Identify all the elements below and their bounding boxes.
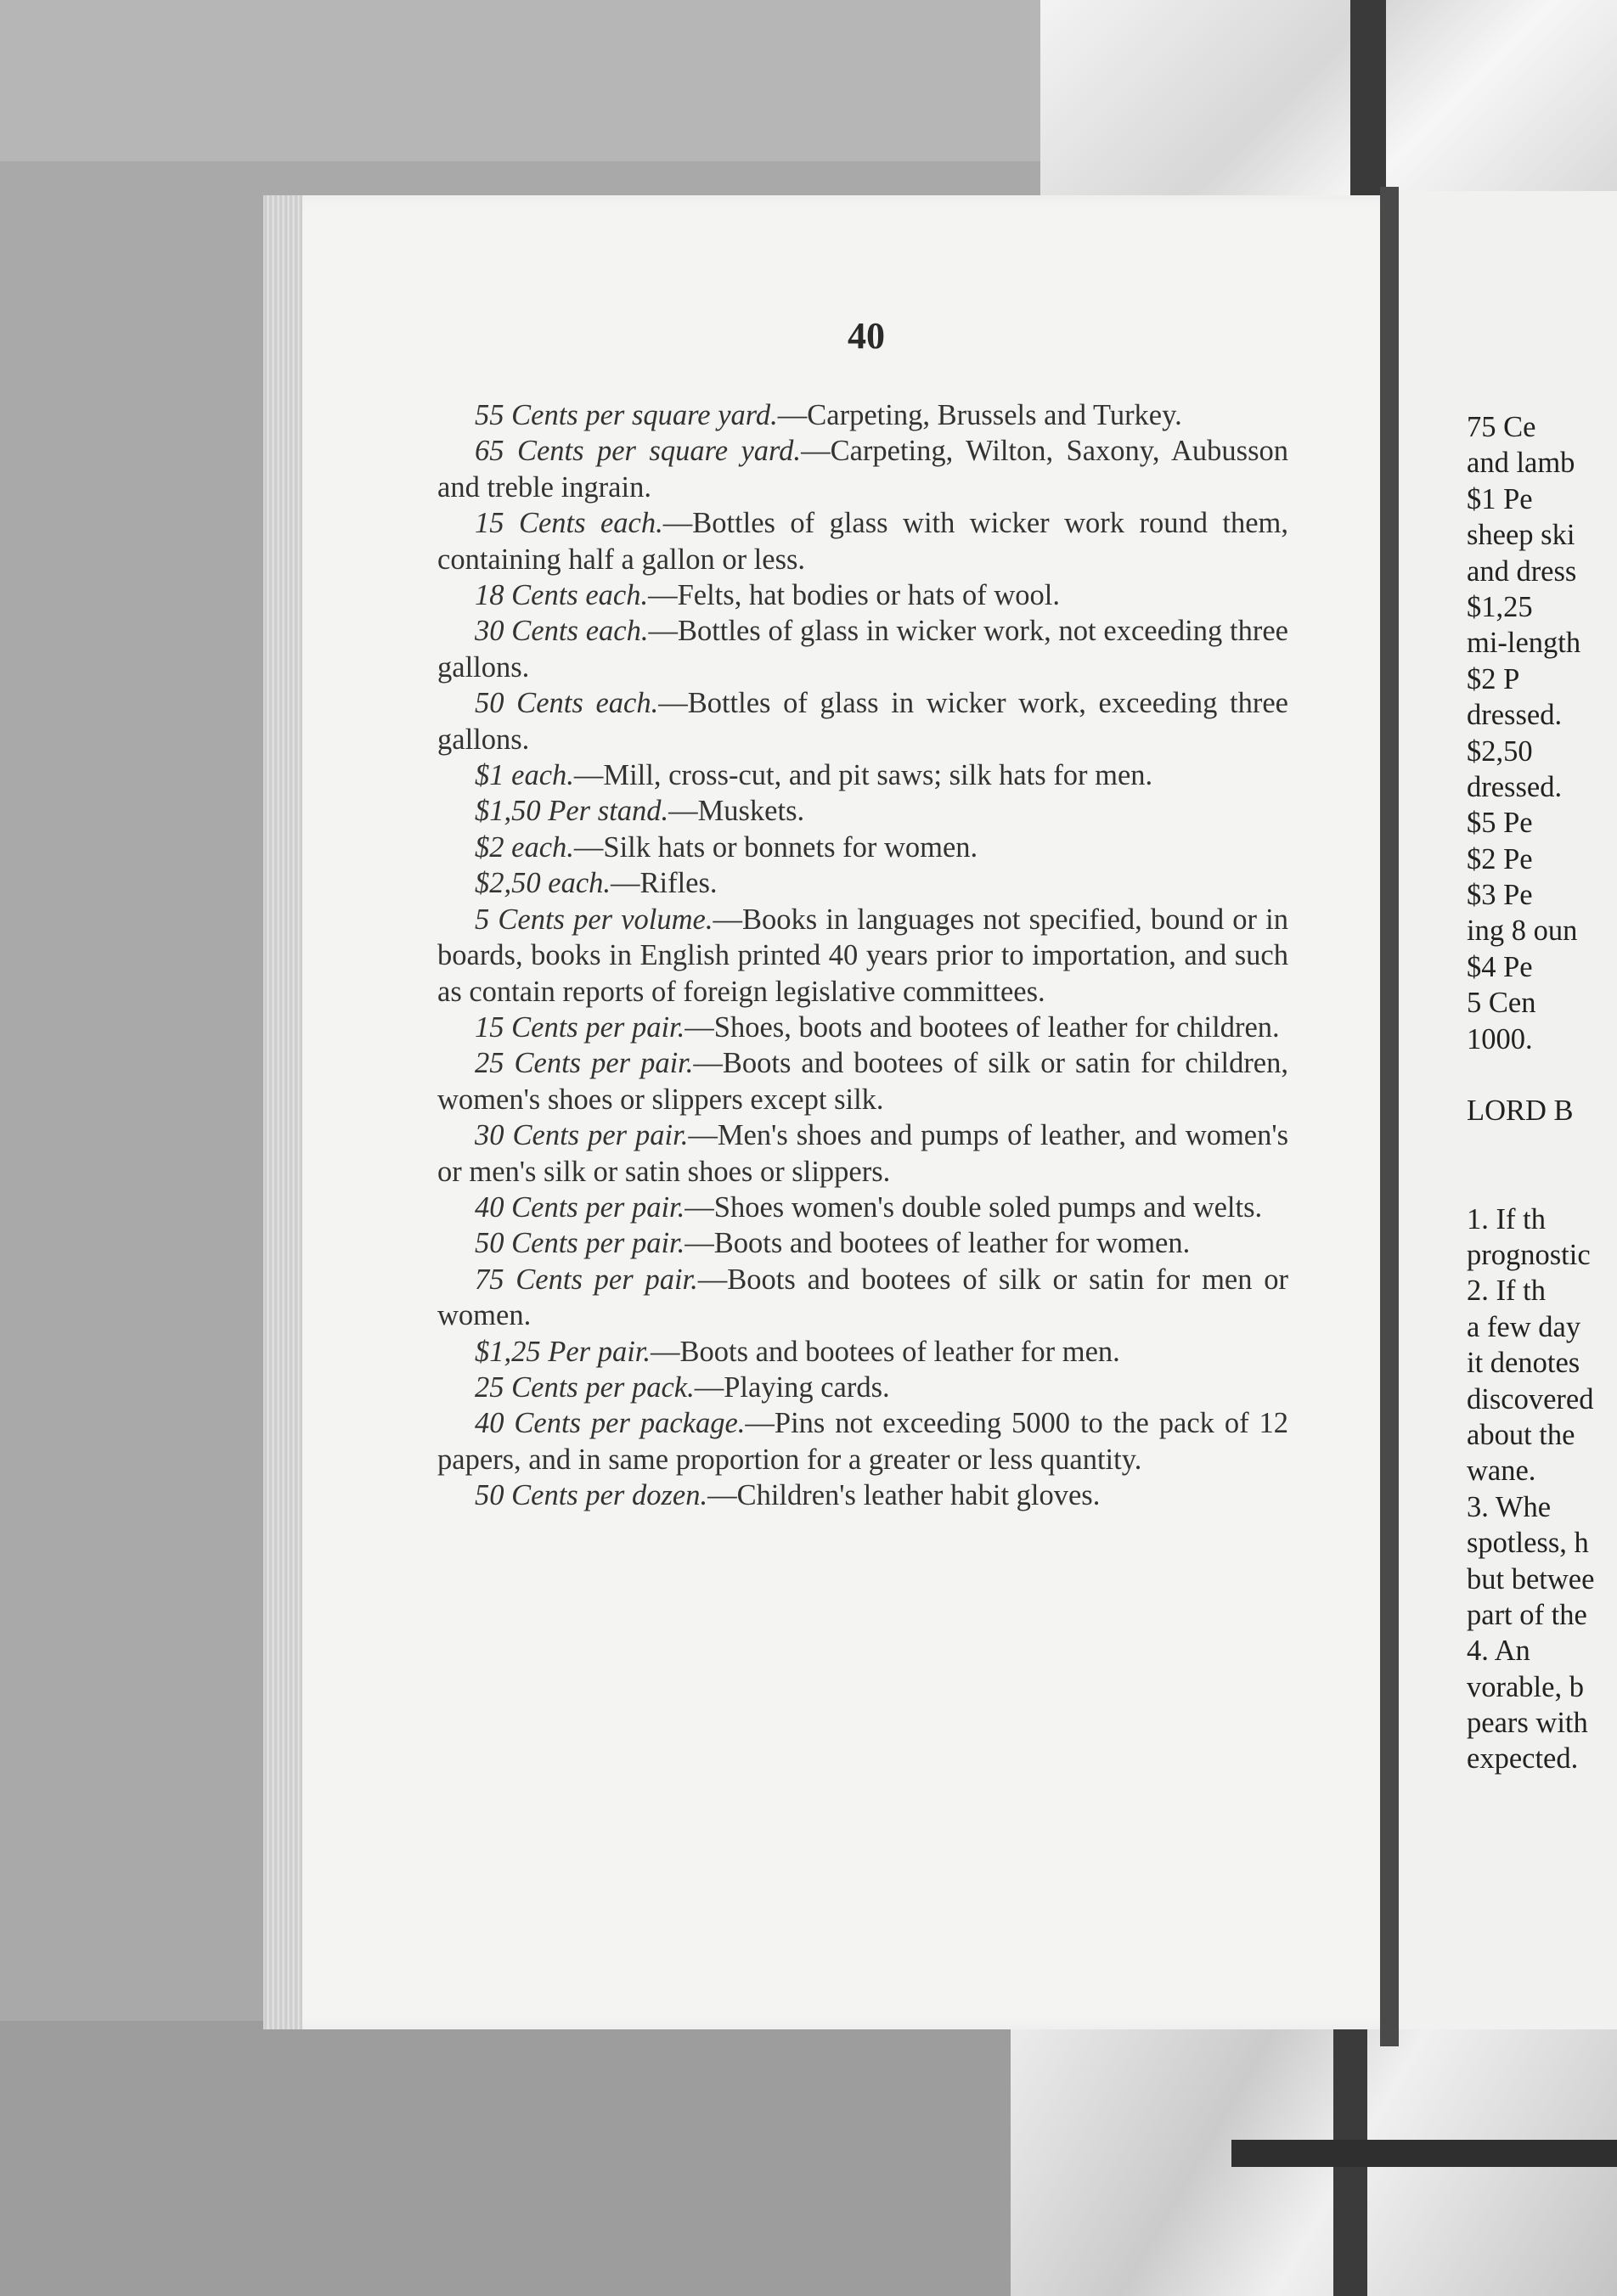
right-page-line: wane. [1467,1455,1536,1488]
tariff-entry [437,613,1288,685]
entry-items: —Rifles. [611,867,718,900]
entry-items: —Men's shoes and pumps of leather, and women's or men's silk or satin shoes or slippers. [437,1119,1288,1188]
entry-items: —Mill, cross-cut, and pit saws; silk hats for men. [573,759,1153,792]
right-page-line: and dress [1467,554,1577,588]
right-page-line [1467,1057,1617,1093]
entry-items: —Shoes women's double soled pumps and welts. [685,1190,1263,1224]
right-page-line: discovered [1467,1382,1594,1415]
right-page-line: 5 Cen [1467,987,1536,1020]
entry-rate: 25 Cents per pair. [475,1047,694,1080]
entry-rate: $2 each. [475,830,574,864]
entry-items: —Muskets. [668,795,805,828]
tariff-entry [437,757,1288,793]
entry-items: —Boots and bootees of silk or satin for children, women's shoes or slippers except silk. [437,1047,1288,1116]
right-page-line [1467,1129,1617,1165]
left-page-text [437,397,1288,1514]
tariff-entry [437,505,1288,577]
entry-items: —Carpeting, Wilton, Saxony, Aubusson and treble ingrain. [437,435,1288,504]
entry-rate: 40 Cents per package. [475,1407,746,1440]
tariff-entry [437,793,1288,829]
entry-rate: 15 Cents per pair. [475,1010,685,1044]
entry-rate: 75 Cents per pair. [475,1263,698,1296]
tariff-entry [437,1117,1288,1190]
book-gutter [1380,187,1399,2046]
entry-rate: 18 Cents each. [475,579,649,612]
right-page-line: vorable, b [1467,1670,1584,1703]
tariff-entry [437,1262,1288,1334]
tariff-entry [437,1045,1288,1117]
right-page-line: mi-length [1467,627,1581,660]
right-page-line: a few day [1467,1310,1581,1343]
page-edges [263,195,302,2029]
right-page-line: $2 Pe [1467,842,1533,875]
entry-rate: 40 Cents per pair. [475,1190,685,1224]
entry-rate: $1 each. [475,759,574,792]
entry-rate: $2,50 each. [475,867,611,900]
right-page-line: 1000. [1467,1022,1533,1055]
tariff-entry [437,1225,1288,1261]
right-page-line: 2. If th [1467,1275,1546,1308]
entry-items: —Children's leather habit gloves. [707,1479,1101,1512]
entry-rate: 30 Cents per pair. [475,1119,689,1152]
right-page-text [1467,409,1617,1777]
entry-items: —Bottles of glass in wicker work, not exceeding three gallons. [437,615,1288,684]
tariff-entry [437,902,1288,1010]
entry-items: —Shoes, boots and bootees of leather for children. [685,1010,1280,1044]
entry-rate: 50 Cents each. [475,687,659,720]
entry-items: —Books in languages not specified, bound or in boards, books in English printed 40 years prior to importation, and such as contain reports of foreign legislative committees. [437,903,1289,1008]
entry-items: —Felts, hat bodies or hats of wool. [648,579,1060,612]
right-page-line: dressed. [1467,699,1563,732]
right-page-line: $1,25 [1467,590,1533,623]
tariff-entry [437,1370,1288,1405]
right-page-line: ing 8 oun [1467,914,1578,948]
tariff-entry [437,830,1288,865]
right-page-line: LORD B [1467,1095,1574,1128]
entry-rate: 55 Cents per square yard. [475,399,778,431]
tariff-entry [437,397,1288,433]
entry-rate: $1,25 Per pair. [475,1335,651,1368]
background-bar [1231,2140,1617,2167]
tariff-entry [437,1010,1288,1045]
entry-rate: 5 Cents per volume. [475,903,713,936]
right-page-line: it denotes [1467,1347,1580,1380]
right-page-line: $3 Pe [1467,879,1533,912]
tariff-entry [437,1334,1288,1370]
entry-items: —Boots and bootees of leather for women. [685,1227,1191,1260]
right-page-line: about the [1467,1418,1575,1451]
entry-items: —Bottles of glass in wicker work, exceeding three gallons. [437,687,1288,756]
right-page-line: 75 Ce [1467,411,1536,443]
entry-rate: 25 Cents per pack. [475,1370,695,1404]
right-page-line: and lamb [1467,447,1575,480]
right-page-line: 3. Whe [1467,1490,1552,1523]
entry-items: —Playing cards. [694,1370,890,1404]
right-page-line: prognostic [1467,1238,1591,1271]
right-page-line: 4. An [1467,1635,1530,1668]
right-page-line: $2,50 [1467,734,1533,768]
right-page-line: expected. [1467,1742,1579,1775]
entry-items: —Boots and bootees of leather for men. [651,1335,1120,1368]
entry-items: —Carpeting, Brussels and Turkey. [777,399,1182,431]
tariff-entry [437,577,1288,613]
right-page-line: $2 P [1467,662,1520,695]
entry-items: —Bottles of glass with wicker work round them, containing half a gallon or less. [437,507,1288,576]
tariff-entry [437,865,1288,901]
entry-items: —Silk hats or bonnets for women. [573,830,978,864]
tariff-entry [437,1477,1288,1513]
entry-items: —Pins not exceeding 5000 to the pack of 12 papers, and in same proportion for a greater or less quantity. [437,1407,1288,1476]
right-page-line: part of the [1467,1598,1587,1631]
entry-rate: 65 Cents per square yard. [475,435,802,468]
tariff-entry [437,685,1288,757]
entry-rate: $1,50 Per stand. [475,795,669,828]
entry-items: —Boots and bootees of silk or satin for men or women. [437,1263,1288,1332]
right-page-line: $5 Pe [1467,807,1533,840]
tariff-entry [437,1405,1288,1477]
right-page-line: 1. If th [1467,1202,1546,1235]
entry-rate: 30 Cents each. [475,615,649,648]
right-page-line: $1 Pe [1467,482,1533,515]
right-page-line: but betwee [1467,1562,1595,1595]
tariff-entry [437,1190,1288,1225]
entry-rate: 50 Cents per pair. [475,1227,685,1260]
entry-rate: 15 Cents each. [475,507,663,540]
right-page-line: sheep ski [1467,519,1575,552]
right-page-line [1467,1165,1617,1201]
right-page-line: $4 Pe [1467,950,1533,983]
page-number: 40 [848,315,885,357]
right-page-line: spotless, h [1467,1527,1589,1560]
entry-rate: 50 Cents per dozen. [475,1479,708,1512]
tariff-entry [437,433,1288,505]
right-page-line: pears with [1467,1707,1588,1740]
right-page-line: dressed. [1467,770,1563,803]
